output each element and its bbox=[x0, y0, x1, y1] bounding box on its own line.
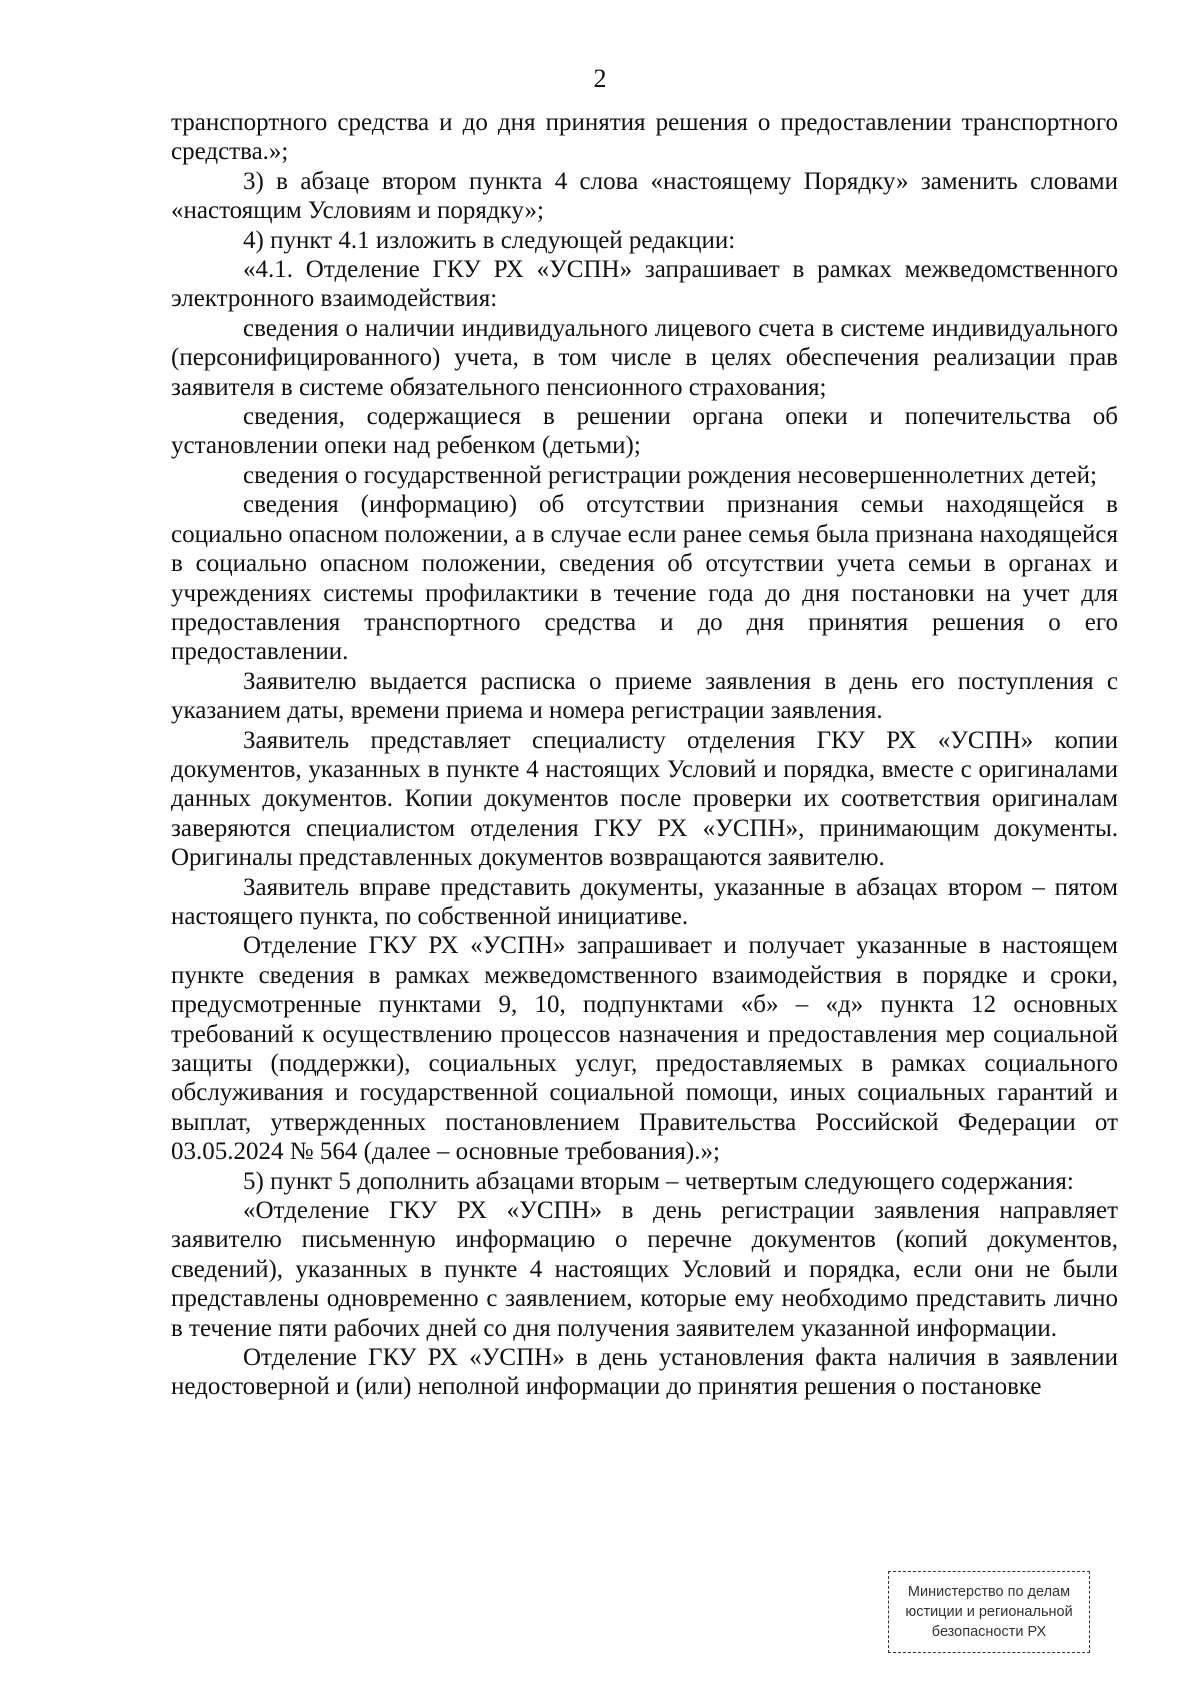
document-body bbox=[171, 108, 1118, 1402]
paragraph: сведения о государственной регистрации рождения несовершеннолетних детей; bbox=[243, 461, 1097, 489]
paragraph: 3) в абзаце втором пункта 4 слова «настоящему Порядку» заменить словами «настоящим Условиям и порядку»; bbox=[171, 167, 1118, 225]
paragraph: сведения о наличии индивидуального лицевого счета в системе индивидуального (персонифицированного) учета, в том числе в целях обеспечения реализации прав заявителя в системе обязательного пенсионного страхования; bbox=[171, 314, 1118, 401]
stamp-line: Министерство по делам bbox=[907, 1584, 1071, 1600]
paragraph: Заявитель вправе представить документы, указанные в абзацах втором – пятом настоящего пункта, по собственной инициативе. bbox=[171, 873, 1118, 930]
paragraph: «4.1. Отделение ГКУ РХ «УСПН» запрашивает в рамках межведомственного электронного взаимодействия: bbox=[171, 256, 1118, 313]
paragraph: транспортного средства и до дня принятия решения о предоставлении транспортного средства.»; bbox=[171, 109, 1118, 166]
ministry-stamp bbox=[888, 1571, 1090, 1653]
paragraph: Отделение ГКУ РХ «УСПН» запрашивает и получает указанные в настоящем пункте сведения в рамках межведомственного взаимодействия в порядке и сроки, предусмотренные пунктами 9, 10, подпунктами «б» – «д» пункта 12 основных требований к осуществлению процессов назначения и предоставления мер социальной защиты (поддержки), социальных услуг, предоставляемых в рамках социального обслуживания и государственной социальной помощи, иных социальных гарантий и выплат, утвержденных постановлением Правительства Российской Федерации от 03.05.2024 № 564 (далее – основные требования).»; bbox=[171, 932, 1118, 1166]
paragraph: Отделение ГКУ РХ «УСПН» в день установления факта наличия в заявлении недостоверной и (или) неполной информации до принятия решения о постановке bbox=[171, 1344, 1118, 1401]
paragraph: 4) пункт 4.1 изложить в следующей редакции: bbox=[243, 226, 736, 254]
paragraph: Заявитель представляет специалисту отделения ГКУ РХ «УСПН» копии документов, указанных в пункте 4 настоящих Условий и порядка, вместе с оригиналами данных документов. Копии документов после проверки их соответствия оригиналам заверяются специалистом отделения ГКУ РХ «УСПН», принимающим документы. Оригиналы представленных документов возвращаются заявителю. bbox=[171, 726, 1118, 872]
paragraph: 5) пункт 5 дополнить абзацами вторым – четвертым следующего содержания: bbox=[243, 1167, 1074, 1195]
page-number: 2 bbox=[593, 64, 607, 93]
paragraph: «Отделение ГКУ РХ «УСПН» в день регистрации заявления направляет заявителю письменную информацию о перечне документов (копий документов, сведений), указанных в пункте 4 настоящих Условий и порядка, если они не были представлены одновременно с заявлением, которые ему необходимо представить лично в течение пяти рабочих дней со дня получения заявителем указанной информации. bbox=[171, 1197, 1118, 1342]
stamp-line: юстиции и региональной bbox=[905, 1604, 1073, 1620]
paragraph: сведения (информацию) об отсутствии признания семьи находящейся в социально опасном положении, а в случае если ранее семья была признана находящейся в социально опасном положении, сведения об отсутствии учета семьи в органах и учреждениях системы профилактики в течение года до дня постановки на учет для предоставления транспортного средства и до дня принятия решения о его предоставлении. bbox=[171, 491, 1118, 666]
paragraph: сведения, содержащиеся в решении органа опеки и попечительства об установлении опеки над ребенком (детьми); bbox=[171, 403, 1118, 460]
stamp-line: безопасности РХ bbox=[931, 1624, 1047, 1640]
paragraph: Заявителю выдается расписка о приеме заявления в день его поступления с указанием даты, времени приема и номера регистрации заявления. bbox=[171, 667, 1118, 725]
